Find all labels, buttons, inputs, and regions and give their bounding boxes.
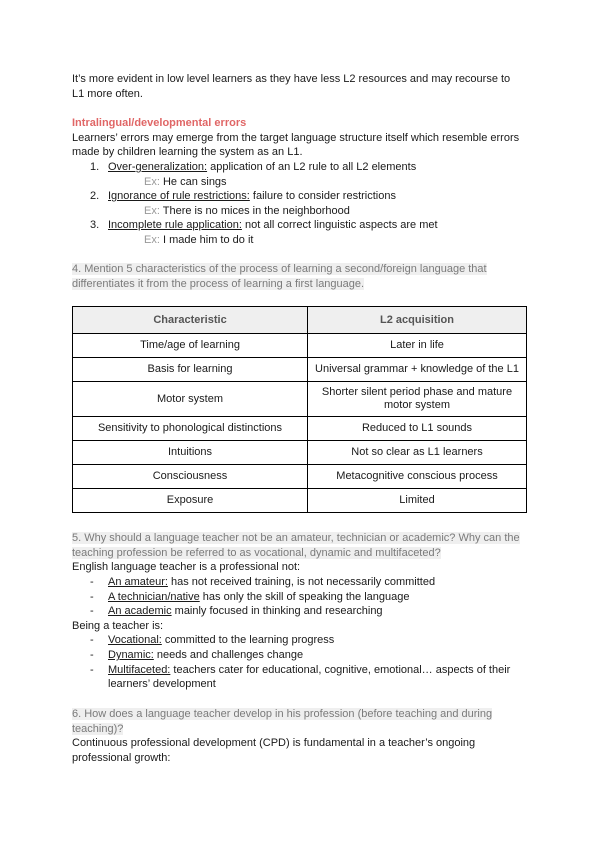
- question-5-line-1: 5. Why should a language teacher not be an amateur, technician or academic? Why can the: [72, 532, 520, 544]
- list-item: [108, 218, 438, 232]
- table-cell: Intuitions: [73, 441, 308, 465]
- example-label: Ex:: [144, 205, 160, 217]
- table-cell: Shorter silent period phase and mature motor system: [308, 382, 527, 417]
- table-cell: Basis for learning: [73, 358, 308, 382]
- list-item: [108, 604, 383, 618]
- bullet-dash: -: [90, 591, 94, 603]
- list-item-continuation: learners’ development: [108, 678, 216, 690]
- table-cell: Consciousness: [73, 465, 308, 489]
- term: Incomplete rule application:: [108, 219, 242, 231]
- list-item: [108, 575, 435, 589]
- definition: application of an L2 rule to all L2 elements: [207, 161, 417, 173]
- bullet-dash: -: [90, 576, 94, 588]
- column-header-characteristic: Characteristic: [73, 307, 308, 334]
- bullet-dash: -: [90, 649, 94, 661]
- term: Over-generalization:: [108, 161, 208, 173]
- list-number: 1.: [90, 161, 100, 173]
- intralingual-desc-2: made by children learning the system as an L1.: [72, 146, 303, 158]
- table-cell: Exposure: [73, 489, 308, 513]
- table-row: [73, 417, 527, 441]
- intralingual-heading: Intralingual/developmental errors: [72, 117, 247, 129]
- definition: committed to the learning progress: [161, 634, 335, 646]
- table-row: [73, 334, 527, 358]
- term: An amateur:: [108, 576, 168, 588]
- question-5-line-2: teaching profession be referred to as vocational, dynamic and multifaceted?: [72, 547, 441, 559]
- intro-line-2: L1 more often.: [72, 88, 143, 100]
- table-cell: Universal grammar + knowledge of the L1: [308, 358, 527, 382]
- table-cell: Metacognitive conscious process: [308, 465, 527, 489]
- cpd-line-2: professional growth:: [72, 752, 171, 764]
- question-6-line-2: teaching)?: [72, 723, 124, 735]
- bullet-dash: -: [90, 605, 94, 617]
- question-4-line-1: 4. Mention 5 characteristics of the process of learning a second/foreign language that: [72, 263, 487, 275]
- table-row: [73, 489, 527, 513]
- list-item: [108, 648, 303, 662]
- definition: failure to consider restrictions: [249, 190, 396, 202]
- example-text: He can sings: [159, 176, 227, 188]
- definition: needs and challenges change: [153, 649, 304, 661]
- table-cell: Sensitivity to phonological distinctions: [73, 417, 308, 441]
- definition: has only the skill of speaking the language: [199, 591, 410, 603]
- definition: teachers cater for educational, cognitive, emotional… aspects of their: [170, 664, 511, 676]
- intro-line-1: It’s more evident in low level learners as they have less L2 resources and may recourse to: [72, 73, 511, 85]
- column-header-l2-acquisition: L2 acquisition: [308, 307, 527, 334]
- list-item: [108, 590, 410, 604]
- term: Ignorance of rule restrictions:: [108, 190, 250, 202]
- table-row: [73, 382, 527, 417]
- example-line: [144, 233, 253, 247]
- table-row: [73, 441, 527, 465]
- cpd-line-1: Continuous professional development (CPD) is fundamental in a teacher’s ongoing: [72, 737, 476, 749]
- bullet-dash: -: [90, 664, 94, 676]
- list-number: 3.: [90, 219, 100, 231]
- question-6-line-1: 6. How does a language teacher develop in his profession (before teaching and during: [72, 708, 493, 720]
- characteristics-table: [72, 306, 527, 513]
- bullet-dash: -: [90, 634, 94, 646]
- example-label: Ex:: [144, 234, 160, 246]
- example-label: Ex:: [144, 176, 160, 188]
- definition: has not received training, is not necessarily committed: [167, 576, 436, 588]
- term: Vocational:: [108, 634, 162, 646]
- table-row: [73, 358, 527, 382]
- being-teacher-label: Being a teacher is:: [72, 620, 164, 632]
- example-text: I made him to do it: [159, 234, 254, 246]
- table-cell: Motor system: [73, 382, 308, 417]
- teacher-intro: English language teacher is a professional not:: [72, 561, 301, 573]
- example-line: [144, 204, 350, 218]
- table-cell: Not so clear as L1 learners: [308, 441, 527, 465]
- term: A technician/native: [108, 591, 200, 603]
- intralingual-desc-1: Learners’ errors may emerge from the target language structure itself which resemble errors: [72, 132, 520, 144]
- example-line: [144, 175, 227, 189]
- table-header-row: [73, 307, 527, 334]
- example-text: There is no mices in the neighborhood: [159, 205, 350, 217]
- list-item: [108, 160, 416, 174]
- table-row: [73, 465, 527, 489]
- list-item: [108, 189, 396, 203]
- table-cell: Reduced to L1 sounds: [308, 417, 527, 441]
- definition: mainly focused in thinking and researching: [171, 605, 383, 617]
- term: Multifaceted:: [108, 664, 171, 676]
- list-item: [108, 633, 334, 647]
- table-cell: Later in life: [308, 334, 527, 358]
- table-cell: Time/age of learning: [73, 334, 308, 358]
- table-cell: Limited: [308, 489, 527, 513]
- definition: not all correct linguistic aspects are met: [241, 219, 438, 231]
- question-4-line-2: differentiates it from the process of learning a first language.: [72, 278, 365, 290]
- term: An academic: [108, 605, 172, 617]
- list-item: [108, 663, 510, 677]
- term: Dynamic:: [108, 649, 154, 661]
- list-number: 2.: [90, 190, 100, 202]
